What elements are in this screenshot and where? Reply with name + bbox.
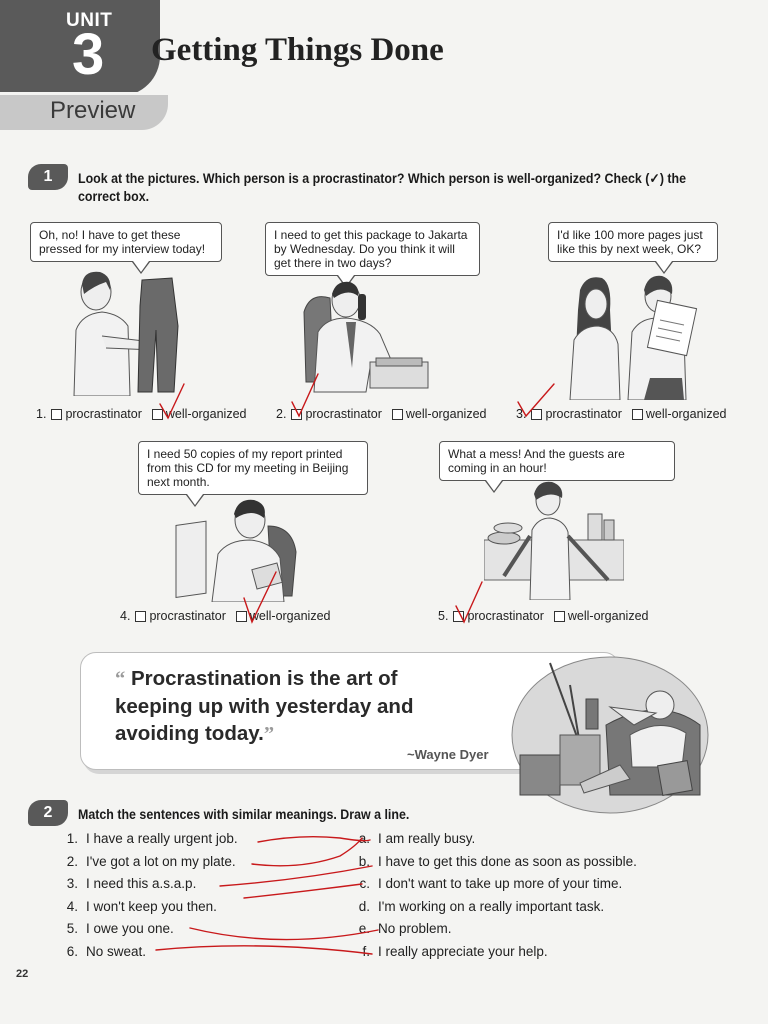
list-item <box>60 941 238 964</box>
procrastinator-label: procrastinator <box>467 609 544 623</box>
woman-in-messy-kitchen-illustration <box>484 480 624 600</box>
item-text: No sweat. <box>86 943 147 959</box>
man-on-phone-illustration <box>300 272 440 397</box>
procrastinator-checkbox-4[interactable] <box>135 611 146 622</box>
unit-number: 3 <box>72 22 105 87</box>
match-line <box>244 884 362 898</box>
speech-bubble-3-text: I'd like 100 more pages just like this by next week, OK? <box>557 228 703 256</box>
quote-open-mark: “ <box>115 668 126 690</box>
item-text: I've got a lot on my plate. <box>86 853 236 869</box>
section-1-badge: 1 <box>28 164 68 190</box>
procrastinator-label: procrastinator <box>149 609 226 623</box>
procrastinator-checkbox-1[interactable] <box>51 409 62 420</box>
item-text: I owe you one. <box>86 921 174 936</box>
well-organized-checkbox-3[interactable] <box>632 409 643 420</box>
women-with-document-illustration <box>566 270 716 400</box>
quote-close-mark: ” <box>263 723 275 745</box>
item-key: c. <box>359 876 370 891</box>
page-title: Getting Things Done <box>151 32 444 68</box>
list-item <box>60 851 238 874</box>
list-item <box>352 851 637 874</box>
item-text: I really appreciate your help. <box>378 943 548 959</box>
item-number: 5. <box>438 609 449 623</box>
item-key: 5. <box>66 921 78 936</box>
quote-author: ~Wayne Dyer <box>407 747 489 762</box>
well-organized-checkbox-2[interactable] <box>392 409 403 420</box>
option-row-1 <box>36 407 256 421</box>
item-key: b. <box>358 853 370 869</box>
speech-bubble-1 <box>30 222 222 262</box>
item-key: a. <box>358 831 370 846</box>
list-item <box>352 918 637 941</box>
item-key: 2. <box>66 853 78 869</box>
item-number: 2. <box>276 407 287 421</box>
item-number: 1. <box>36 407 47 421</box>
item-text: I won't keep you then. <box>86 898 217 914</box>
preview-tab <box>0 92 168 130</box>
section-2-badge: 2 <box>28 800 68 826</box>
match-line <box>220 866 372 886</box>
procrastinator-label: procrastinator <box>65 407 142 421</box>
section-1-instruction: Look at the pictures. Which person is a procrastinator? Which person is well-organized? Check (✓) the correct box. <box>78 171 687 204</box>
item-key: 3. <box>66 876 78 891</box>
item-text: I need this a.s.a.p. <box>86 876 197 891</box>
item-text: No problem. <box>378 921 452 936</box>
list-item <box>352 873 637 896</box>
option-row-4 <box>120 609 340 623</box>
match-left-list <box>60 828 238 963</box>
match-line <box>252 838 362 866</box>
list-item <box>352 896 637 919</box>
man-at-computer-illustration <box>172 496 312 602</box>
well-organized-label: well-organized <box>405 407 487 421</box>
procrastinator-checkbox-3[interactable] <box>531 409 542 420</box>
item-text: I'm working on a really important task. <box>378 898 605 914</box>
item-key: f. <box>362 943 370 959</box>
item-number: 3. <box>516 407 527 421</box>
item-key: 6. <box>66 943 78 959</box>
item-text: I am really busy. <box>378 831 476 846</box>
well-organized-label: well-organized <box>165 407 247 421</box>
speech-bubble-5 <box>439 441 675 481</box>
speech-bubble-4-text: I need 50 copies of my report printed from this CD for my meeting in Beijing next month. <box>147 447 349 489</box>
section-2-instruction: Match the sentences with similar meanings. Draw a line. <box>78 807 410 822</box>
item-key: e. <box>358 921 370 936</box>
woman-with-trousers-illustration <box>62 266 192 396</box>
procrastinator-checkbox-2[interactable] <box>291 409 302 420</box>
speech-bubble-5-text: What a mess! And the guests are coming in an hour! <box>448 447 625 475</box>
option-row-5 <box>438 609 658 623</box>
quote-body: Procrastination is the art of keeping up with yesterday and avoiding today. <box>115 667 414 745</box>
item-text: I don't want to take up more of your time. <box>378 876 623 891</box>
well-organized-checkbox-5[interactable] <box>554 611 565 622</box>
list-item <box>60 896 238 919</box>
procrastinator-label: procrastinator <box>305 407 382 421</box>
list-item <box>60 918 238 941</box>
list-item <box>352 828 637 851</box>
speech-bubble-4 <box>138 441 368 495</box>
procrastinator-checkbox-5[interactable] <box>453 611 464 622</box>
list-item <box>352 941 637 964</box>
well-organized-checkbox-1[interactable] <box>152 409 163 420</box>
option-row-3 <box>516 407 736 421</box>
procrastinator-label: procrastinator <box>545 407 622 421</box>
option-row-2 <box>276 407 496 421</box>
page-number: 22 <box>16 968 29 980</box>
preview-label: Preview <box>50 97 136 124</box>
well-organized-label: well-organized <box>645 407 727 421</box>
well-organized-checkbox-4[interactable] <box>236 611 247 622</box>
item-text: I have to get this done as soon as possible. <box>378 853 637 869</box>
match-right-list <box>352 828 637 963</box>
speech-bubble-2 <box>265 222 480 276</box>
list-item <box>60 828 238 851</box>
list-item <box>60 873 238 896</box>
item-key: 4. <box>66 898 78 914</box>
item-key: 1. <box>66 831 78 846</box>
speech-bubble-3 <box>548 222 718 262</box>
item-key: d. <box>358 898 370 914</box>
speech-bubble-2-text: I need to get this package to Jakarta by Wednesday. Do you think it will get there in two days? <box>274 228 468 270</box>
quote-text <box>115 665 435 748</box>
unit-label: UNIT <box>66 10 113 31</box>
man-on-sofa-illustration <box>510 655 710 815</box>
well-organized-label: well-organized <box>567 609 649 623</box>
item-number: 4. <box>120 609 131 623</box>
speech-bubble-1-text: Oh, no! I have to get these pressed for my interview today! <box>39 228 206 256</box>
well-organized-label: well-organized <box>249 609 331 623</box>
item-text: I have a really urgent job. <box>86 831 238 846</box>
